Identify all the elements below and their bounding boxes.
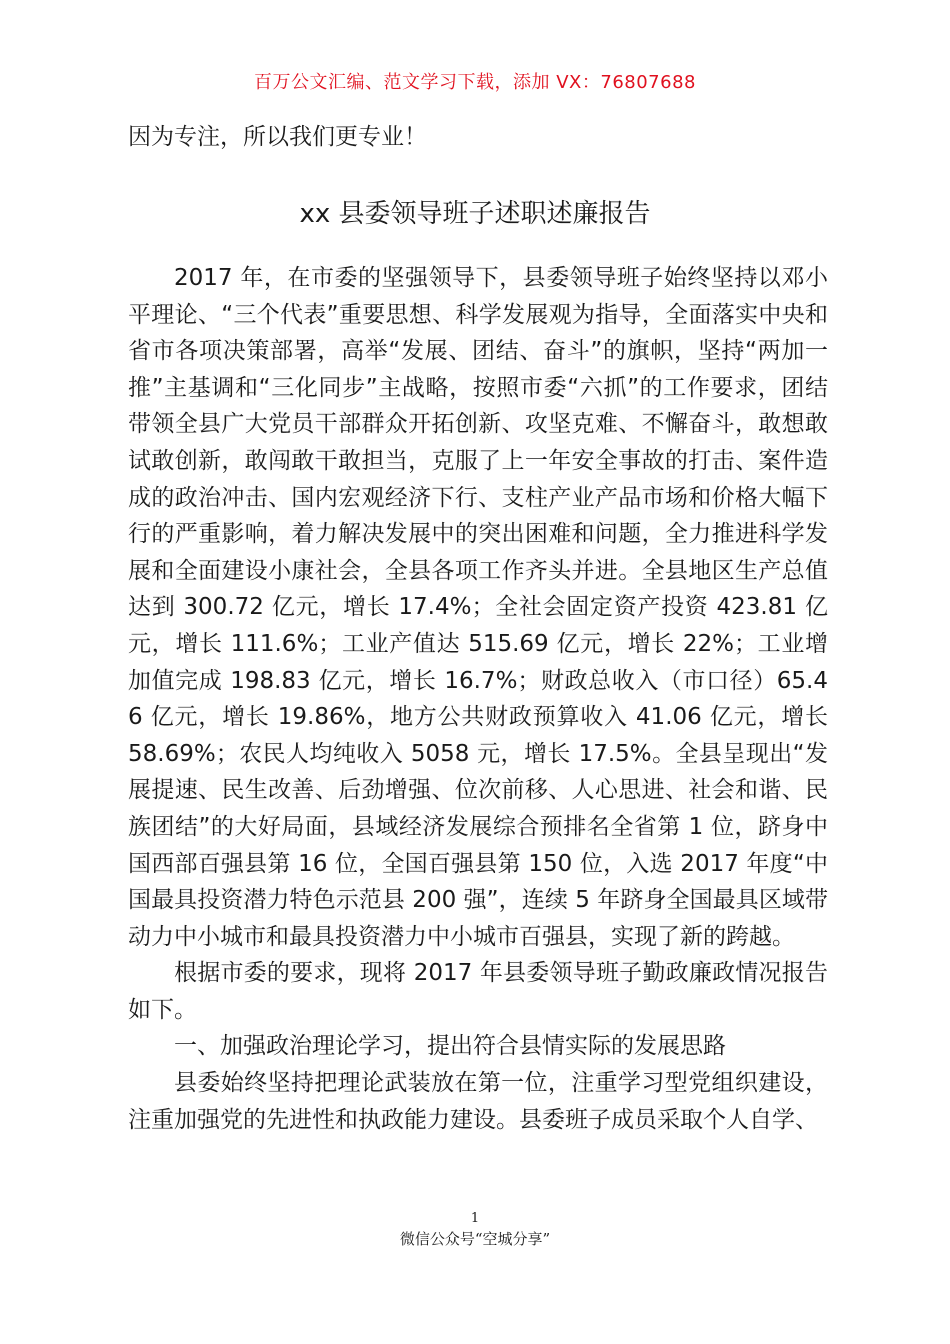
paragraph-intro: 2017 年，在市委的坚强领导下，县委领导班子始终坚持以邓小平理论、“三个代表”重要思想、科学发展观为指导，全面落实中央和省市各项决策部署，高举“发展、团结、奋斗”的旗帜，坚持“两加一推”主基调和“三化同步”主战略，按照市委“六抓”的工作要求，团结带领全县广大党员干部群众开拓创新、攻坚克难、不懈奋斗，敢想敢试敢创新，敢闯敢干敢担当，克服了上一年安全事故的打击、案件造成的政治冲击、国内宏观经济下行、支柱产业产品市场和价格大幅下行的严重影响，着力解决发展中的突出困难和问题，全力推进科学发展和全面建设小康社会，全县各项工作齐头并进。全县地区生产总值达到 300.72 亿元，增长 17.4%；全社会固定资产投资 423.81 亿元，增长 111.6%；工业产值达 515.69 亿元，增长 22%；工业增加值完成 198.83 亿元，增长 16.7%；财政总收入（市口径）65.46 亿元，增长 19.86%，地方公共财政预算收入 41.06 亿元，增长 58.69%；农民人均纯收入 5058 元，增长 17.5%。全县呈现出“发展提速、民生改善、后劲增强、位次前移、人心思进、社会和谐、民族团结”的大好局面，县域经济发展综合预排名全省第 1 位，跻身中国西部百强县第 16 位，全国百强县第 150 位，入选 2017 年度“中国最具投资潜力特色示范县 200 强”，连续 5 年跻身全国最具区域带动力中小城市和最具投资潜力中小城市百强县，实现了新的跨越。: [128, 265, 828, 950]
download-banner: 百万公文汇编、范文学习下载，添加 VX：76807688: [254, 72, 696, 93]
paragraph-report-notice: 根据市委的要求，现将 2017 年县委领导班子勤政廉政情况报告如下。: [128, 960, 828, 1023]
document-title: xx 县委领导班子述职述廉报告: [299, 199, 651, 229]
footer-text: 微信公众号“空城分享”: [399, 1230, 551, 1248]
paragraph-section-1: 县委始终坚持把理论武装放在第一位，注重学习型党组织建设，注重加强党的先进性和执政能力建设。县委班子成员采取个人自学、: [128, 1070, 828, 1133]
section-heading-1: 一、加强政治理论学习，提出符合县情实际的发展思路: [174, 1033, 726, 1060]
page-number: 1: [470, 1211, 480, 1226]
document-body: [128, 260, 828, 1138]
slogan: 因为专注，所以我们更专业！: [128, 124, 427, 150]
